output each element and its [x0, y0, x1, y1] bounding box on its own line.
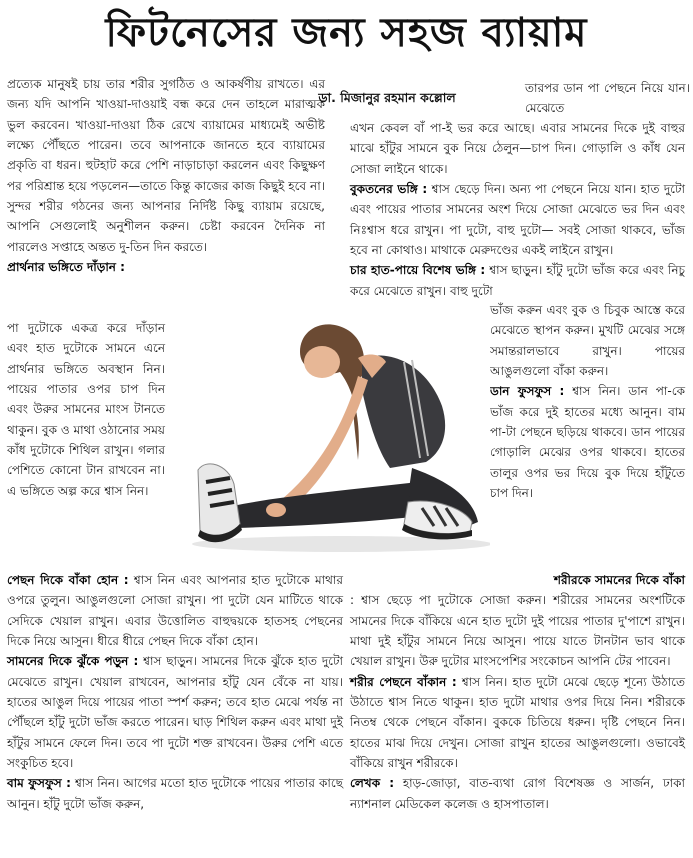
- writer-heading: লেখক :: [350, 776, 395, 791]
- four-limb-text-continued: ভাঁজ করুন এবং বুক ও চিবুক আস্তে করে মেঝেতে স্থাপন করুন। মুখটি মেঝের সঙ্গে সমান্তরালভাবে রাখুন। পায়ের আঙুলগুলো বাঁকা করুন।: [490, 303, 685, 379]
- prayer-pose-paragraph: [7, 257, 325, 277]
- chest-pose-text: শ্বাস ছেড়ে দিন। অন্য পা পেছনে নিয়ে যান। হাত দুটো এবং পায়ের পাতার সামনের অংশ দিয়ে সোজা মেঝেতে ভর দিন এবং নিঃশ্বাস ধরে রাখুন। পা দুটো, বাহু দুটো— সবই সোজা থাকবে, ভাঁজ হবে না কোথাও। মাথাকে মেরুদণ্ডের একই লাইনে রাখুন।: [350, 182, 685, 258]
- right-lunge-heading: ডান ফুসফুস :: [490, 384, 565, 399]
- continue-paragraph: এখন কেবল বাঁ পা-ই ভর করে আছে। এবার সামনের দিকে দুই বাহুর মাঝে হাঁটুর সামনে বুক নিয়ে ঠেলুন—চাপ দিন। গোড়ালি ও কাঁধ যেন সোজা লাইনে থাকে।: [350, 121, 685, 176]
- backbend-heading: পেছন দিকে বাঁকা হোন :: [7, 573, 129, 587]
- top-right-column: [525, 78, 690, 119]
- prayer-pose-text: পা দুটোকে একত্র করে দাঁড়ান এবং হাত দুটোকে সামনে এনে প্রার্থনার ভঙ্গিতে অবস্থান নিন। পায়ের পাতার ওপর চাপ দিন এবং উরুর সামনের মাংস টানতে থাকুন। বুক ও মাথা ওঠানোর সময় কাঁধ দুটোকে শিথিল রাখুন। গলার পেশিতে কোনো টান রাখবেন না। এ ভঙ্গিতে অল্প করে শ্বাস নিন।: [7, 321, 165, 498]
- bend-forward-text: : শ্বাস ছেড়ে পা দুটোকে সোজা করুন। শরীরের সামনের অংশটিকে সামনের দিকে বাঁকিয়ে এনে হাত দুটো দুই পায়ের পাতার দু'পাশে রাখুন। মাথা দুই হাঁটুর সামনে নিয়ে আসুন। পায়ে যাতে টানটান ভাব থাকে খেয়াল রাখুন। উরু দুটোর মাংসপেশির সংকোচন আপনি টের পাবেন।: [350, 593, 685, 669]
- forward-bend-text: শ্বাস ছাড়ুন। সামনের দিকে ঝুঁকে হাত দুটো মেঝেতে রাখুন। খেয়াল রাখবেন, আপনার হাঁটু যেন বেঁকে না যায়। হাতের আঙুল দিয়ে পায়ের পাতা স্পর্শ করুন; তবে হাত মেঝে পর্যন্ত না পৌঁছলে হাঁটু দুটো ভাঁজ করতে পারেন। ঘাড় শিথিল করুন এবং মাথা দুই হাঁটুর সামনে ফেলে দিন। তবে পা দুটো শক্ত রাখবেন। উরুর পেশি এতে সংকুচিত হবে।: [7, 654, 343, 771]
- stretching-woman-photo: [172, 318, 490, 558]
- middle-upper-column: [350, 118, 685, 301]
- forward-bend-heading: সামনের দিকে ঝুঁকে পড়ুন :: [7, 654, 139, 669]
- backbend-text: শ্বাস নিন এবং আপনার হাত দুটোকে মাথার ওপরে তুলুন। আঙুলগুলো সোজা রাখুন। পা দুটো যেন মাটিতে থাকে সেদিকে খেয়াল রাখুন। এবার উত্তোলিত বাহুদ্বয়কে হাতসহ পেছনের দিকে নিয়ে আসুন। ধীরে ধীরে পেছন দিকে বাঁকা হোন।: [7, 573, 344, 649]
- prayer-pose-heading: প্রার্থনার ভঙ্গিতে দাঁড়ান :: [7, 260, 125, 275]
- article-title: ফিটনেসের জন্য সহজ ব্যায়াম: [105, 10, 588, 56]
- four-limb-heading: চার হাত-পায়ে বিশেষ ভঙ্গি :: [350, 263, 486, 278]
- intro-paragraph: প্রত্যেক মানুষই চায় তার শরীর সুগঠিত ও আকর্ষণীয় রাখতে। এর জন্য যদি আপনি খাওয়া-দাওয়াই বন্ধ করে দেন তাহলে মারাত্মক ভুল করবেন। খাওয়া-দাওয়া ঠিক রেখে ব্যায়ামের মাধ্যমেই অভীষ্ট লক্ষ্যে পৌঁছতে পারেন। তবে আপনাকে জানতে হবে ব্যায়ামের প্রকৃতি বা ধরন। হুটহাট করে পেশি নাড়াচাড়া করলেন এবং কিছুক্ষণ পর পরিশ্রান্ত হয়ে পড়লেন—তাতে কিন্তু কাজের কাজ কিছুই হবে না। সুন্দর শরীর গঠনের জন্য আপনার নির্দিষ্ট কিছু ব্যায়াম রয়েছে, আপনি সেগুলোই অনুশীলন করুন। চেষ্টা করবেন দৈনিক না পারলেও সপ্তাহে অন্তত দু-তিন দিন করতে।: [7, 77, 325, 254]
- bend-forward-heading: শরীরকে সামনের দিকে বাঁকা: [553, 573, 685, 587]
- left-lunge-heading: বাম ফুসফুস :: [7, 776, 71, 791]
- left-bottom-column: [7, 570, 343, 814]
- continuation-text: তারপর ডান পা পেছনে নিয়ে যান। মেঝেতে: [525, 81, 690, 116]
- four-limb-text: শ্বাস ছাড়ুন। হাঁটু দুটো ভাঁজ করে এবং নিচু করে মেঝেতে রাখুন। বাহু দুটো: [350, 263, 686, 298]
- left-lunge-text: শ্বাস নিন। আগের মতো হাত দুটোকে পায়ের পাতার কাছে আনুন। হাঁটু দুটো ভাঁজ করুন,: [7, 776, 343, 811]
- bend-back-heading: শরীর পেছনে বাঁকান :: [350, 674, 457, 689]
- middle-right-column: [490, 300, 685, 503]
- author-byline: ডা. মিজানুর রহমান কল্লোল: [318, 90, 456, 105]
- prayer-pose-column: [7, 318, 165, 501]
- chest-pose-heading: বুকতনের ভঙ্গি :: [350, 182, 428, 197]
- bend-back-text: শ্বাস নিন। হাত দুটো মেঝে ছেড়ে শূন্যে উঠাতে উঠাতে শ্বাস নিতে থাকুন। হাত দুটো মাথার ওপর দিয়ে নিন। শরীরকে নিতম্ব থেকে পেছনে বাঁকান। বুককে চিতিয়ে ধরুন। দৃষ্টি পেছনে নিন। হাতের মাঝ দিয়ে দেখুন। সোজা রাখুন হাতের আঙুলগুলো। ওভাবেই বাঁকিয়ে রাখুন শরীরকে।: [350, 674, 685, 771]
- right-lunge-text: শ্বাস নিন। ডান পা-কে ভাঁজ করে দুই হাতের মধ্যে আনুন। বাম পা-টা পেছনে ছড়িয়ে থাকবে। ডান পায়ের গোড়ালি মেঝের ওপর থাকবে। হাতের তালুর ওপর ভর দিয়ে বুক দিয়ে হাঁটুতে চাপ দিন।: [490, 384, 685, 501]
- right-bottom-column: [350, 570, 685, 814]
- writer-text: হাড়-জোড়া, বাত-ব্যথা রোগ বিশেষজ্ঞ ও সার্জন, ঢাকা ন্যাশনাল মেডিকেল কলেজ ও হাসপাতাল।: [350, 776, 686, 811]
